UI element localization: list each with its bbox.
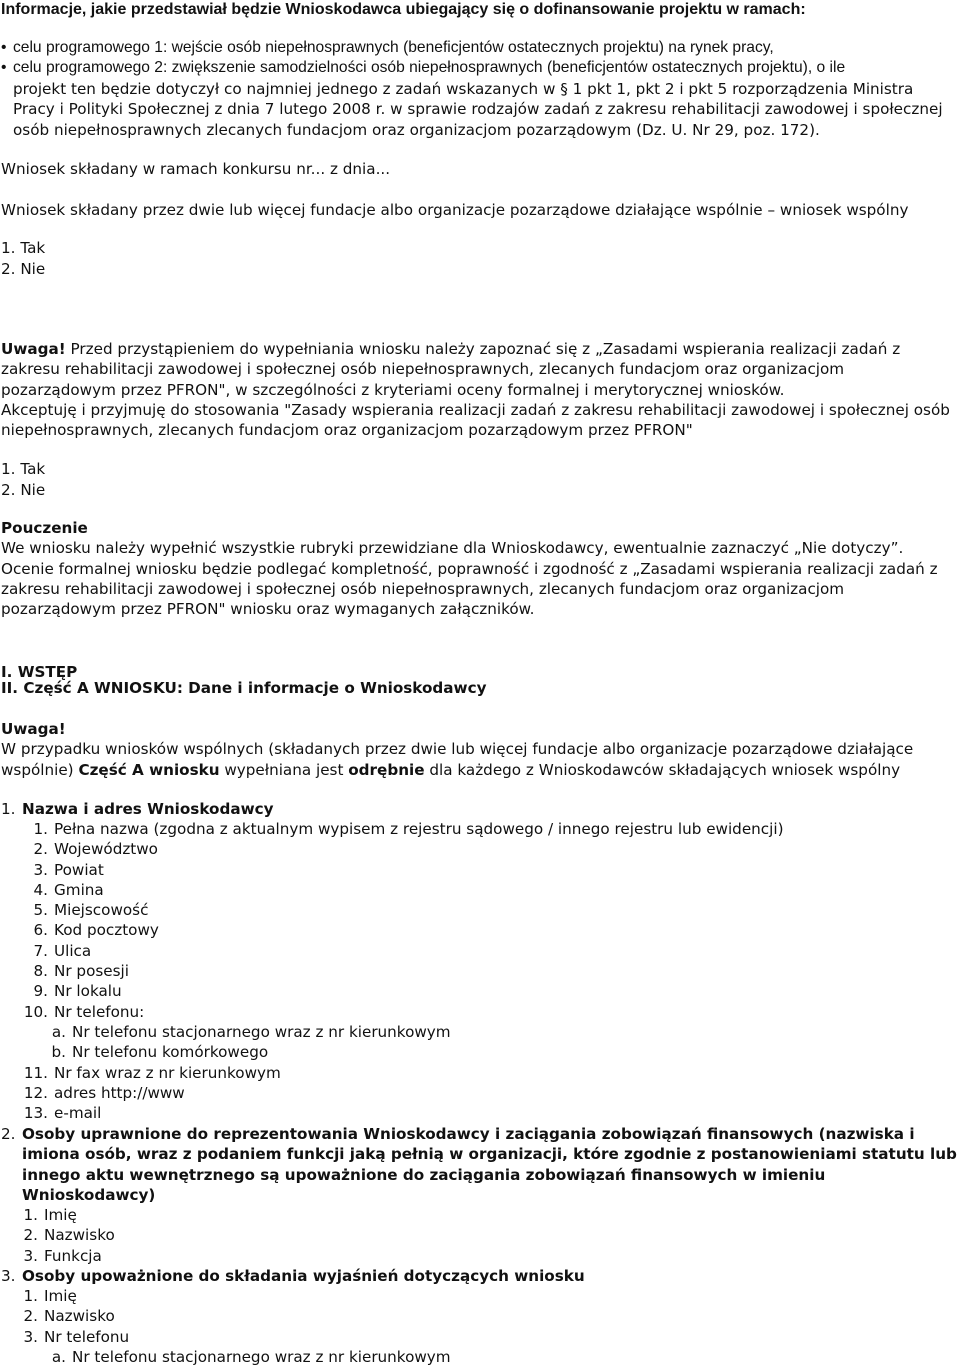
bullet-icon: • [1, 59, 7, 77]
uwaga2-label: Uwaga! [1, 720, 66, 738]
list-item [1, 1246, 956, 1266]
section-title: innego aktu wewnętrznego są upoważnione do zaciągania zobowiązań finansowych w imieniu [22, 1165, 826, 1184]
item-label: Funkcja [44, 1246, 102, 1265]
item-number: 2. [23, 1307, 38, 1326]
uwaga2-text: wspólnie) Część A wniosku wypełniana jest odrębnie dla każdego z Wnioskodawców składających wniosek wspólny [1, 760, 901, 779]
item-label: Nazwisko [44, 1307, 115, 1326]
section-title: Nazwa i adres Wnioskodawcy [22, 800, 274, 818]
section-title: Wnioskodawcy) [22, 1185, 156, 1204]
bullet-text: celu programowego 2: zwiększenie samodzielności osób niepełnosprawnych (beneficjentów ostatecznych projektu), o ile [13, 59, 846, 77]
section-title: imiona osób, wraz z podaniem funkcji jaką pełnią w organizacji, które zgodnie z postanowieniami statutu lub [22, 1145, 957, 1164]
item-number: 8. [33, 962, 48, 981]
wniosek-wspolny-question: Wniosek składany przez dwie lub więcej fundacje albo organizacje pozarządowe działające wspólnie – wniosek wspólny [1, 201, 909, 219]
uwaga2-text: W przypadku wniosków wspólnych (składanych przez dwie lub więcej fundacje albo organizacje pozarządowe działające [1, 740, 914, 759]
continuation-line: osób niepełnosprawnych zlecanych fundacjom oraz organizacjom pozarządowym (Dz. U. Nr 29, poz. 172). [13, 120, 820, 139]
item-label: Imię [44, 1287, 77, 1305]
item-number: a. [51, 1347, 66, 1366]
section-title: Osoby uprawnione do reprezentowania Wnioskodawcy i zaciągania zobowiązań finansowych (nazwiska i [22, 1125, 915, 1143]
item-label: Kod pocztowy [54, 921, 159, 940]
item-label: Nr fax wraz z nr kierunkowym [54, 1063, 281, 1082]
document-header: Informacje, jakie przedstawiał będzie Wnioskodawca ubiegający się o dofinansowanie projektu w ramach: [1, 1, 806, 18]
section-3-items [1, 1286, 956, 1367]
list-item [1, 1306, 956, 1326]
item-label: Nr telefonu stacjonarnego wraz z nr kierunkowym [72, 1022, 451, 1041]
continuation-line: Pracy i Polityki Społecznej z dnia 7 lutego 2008 r. w sprawie rodzajów zadań z zakresu rehabilitacji zawodowej i społecznej [13, 100, 943, 119]
list-item [1, 1103, 956, 1123]
list-item [1, 58, 956, 78]
uwaga2-block [1, 719, 956, 780]
item-number: 1. [23, 1206, 38, 1224]
item-label: Nr telefonu stacjonarnego wraz z nr kierunkowym [72, 1347, 451, 1366]
item-label: Powiat [54, 860, 104, 879]
item-label: Nr lokalu [54, 982, 122, 1001]
item-label: Nr posesji [54, 962, 129, 981]
item-label: Nazwisko [44, 1226, 115, 1245]
section-number: 2. [1, 1125, 16, 1143]
list-item [1, 981, 956, 1001]
item-number: 12. [23, 1083, 48, 1102]
continuation-line: projekt ten będzie dotyczył co najmniej jednego z zadań wskazanych w § 1 pkt 1, pkt 2 i pkt 5 rozporządzenia Ministra [13, 80, 914, 98]
section-2 [1, 1124, 956, 1205]
uwaga-label: Uwaga! [1, 340, 66, 358]
pouczenie-text: zakresu rehabilitacji zawodowej i społecznej osób niepełnosprawnych, zlecanych fundacjom oraz organizacjom [1, 579, 845, 598]
uwaga-text: zakresu rehabilitacji zawodowej i społecznej osób niepełnosprawnych, zlecanych fundacjom oraz organizacjom [1, 360, 845, 379]
item-number: 10. [23, 1002, 48, 1021]
bullet-list [1, 38, 956, 79]
item-number: 3. [23, 1246, 38, 1265]
item-number: 4. [33, 880, 48, 899]
list-item [1, 1205, 956, 1225]
item-number: 5. [33, 901, 48, 920]
section-1 [1, 799, 956, 819]
section-1-items [1, 819, 956, 1123]
item-number: 7. [33, 941, 48, 960]
item-number: 13. [23, 1104, 48, 1123]
item-label: Nr telefonu komórkowego [72, 1043, 269, 1062]
konkurs-line: Wniosek składany w ramach konkursu nr... z dnia... [1, 160, 391, 178]
list-item [1, 900, 956, 920]
item-number: 6. [33, 921, 48, 940]
sub-list-item [1, 1042, 956, 1062]
item-label: Województwo [54, 840, 158, 859]
item-number: 11. [23, 1063, 48, 1082]
section-title: Osoby upoważnione do składania wyjaśnień dotyczących wniosku [22, 1267, 585, 1285]
item-number: 3. [33, 860, 48, 879]
item-label: Ulica [54, 941, 92, 960]
item-label: Nr telefonu [44, 1327, 130, 1346]
item-number: 3. [23, 1327, 38, 1346]
list-item [1, 961, 956, 981]
item-label: Miejscowość [54, 901, 149, 920]
pouczenie-text: Ocenie formalnej wniosku będzie podlegać kompletność, poprawność i zgodność z „Zasadami wspierania realizacji zadań z [1, 559, 938, 578]
item-label: Nr telefonu: [54, 1002, 145, 1021]
section-heading-czesc-a: II. Część A WNIOSKU: Dane i informacje o Wnioskodawcy [1, 679, 487, 697]
bullet-text: celu programowego 1: wejście osób niepełnosprawnych (beneficjentów ostatecznych projektu) na rynek pracy, [13, 39, 774, 56]
akceptuje-text: niepełnosprawnych, zlecanych fundacjom oraz organizacjom pozarządowym przez PFRON" [1, 421, 693, 440]
pouczenie-text: We wniosku należy wypełnić wszystkie rubryki przewidziane dla Wnioskodawcy, ewentualnie zaznaczyć „Nie dotyczy”. [1, 539, 904, 558]
section-number: 3. [1, 1267, 16, 1285]
item-number: b. [51, 1043, 66, 1062]
list-item [1, 1225, 956, 1245]
pouczenie-block [1, 518, 956, 619]
list-item [1, 1063, 956, 1083]
item-number: 2. [23, 1226, 38, 1245]
list-item [1, 839, 956, 859]
sub-list-item [1, 1022, 956, 1042]
item-number: 1. [33, 820, 48, 838]
list-item [1, 38, 956, 58]
section-2-items [1, 1205, 956, 1266]
list-item [1, 1002, 956, 1022]
uwaga-text: Przed przystąpieniem do wypełniania wniosku należy zapoznać się z „Zasadami wspierania realizacji zadań z [65, 340, 901, 358]
uwaga-block [1, 339, 956, 440]
uwaga-text: pozarządowym przez PFRON", w szczególności z kryteriami oceny formalnej i merytorycznej wniosków. [1, 380, 785, 399]
pouczenie-label: Pouczenie [1, 519, 88, 537]
item-label: adres http://www [54, 1083, 185, 1102]
bullet-continuation [13, 79, 958, 140]
item-number: 2. [33, 840, 48, 859]
item-label: e-mail [54, 1104, 102, 1123]
bullet-icon: • [1, 39, 7, 56]
item-number: 1. [23, 1287, 38, 1305]
list-item [1, 920, 956, 940]
option-tak[interactable]: 1. Tak [1, 239, 46, 257]
item-label: Gmina [54, 880, 104, 899]
item-number: a. [51, 1022, 66, 1041]
list-item [1, 941, 956, 961]
section-number: 1. [1, 800, 16, 818]
sub-list-item [1, 1347, 956, 1367]
list-item [1, 819, 956, 839]
item-label: Pełna nazwa (zgodna z aktualnym wypisem z rejestru sądowego / innego rejestru lub ewidencji) [54, 820, 784, 838]
section-heading-wstep: I. WSTĘP [1, 663, 78, 681]
pouczenie-text: pozarządowym przez PFRON" wniosku oraz wymaganych załączników. [1, 600, 535, 619]
section-3 [1, 1266, 956, 1286]
item-label: Imię [44, 1206, 77, 1224]
item-number: 9. [33, 982, 48, 1001]
option-tak[interactable]: 1. Tak [1, 460, 46, 478]
list-item [1, 1286, 956, 1306]
list-item [1, 1327, 956, 1347]
list-item [1, 880, 956, 900]
list-item [1, 860, 956, 880]
akceptuje-text: Akceptuję i przyjmuję do stosowania "Zasady wspierania realizacji zadań z zakresu rehabilitacji zawodowej i społecznej osób [1, 400, 950, 419]
option-nie[interactable]: 2. Nie [1, 481, 46, 499]
list-item [1, 1083, 956, 1103]
option-nie[interactable]: 2. Nie [1, 260, 46, 278]
